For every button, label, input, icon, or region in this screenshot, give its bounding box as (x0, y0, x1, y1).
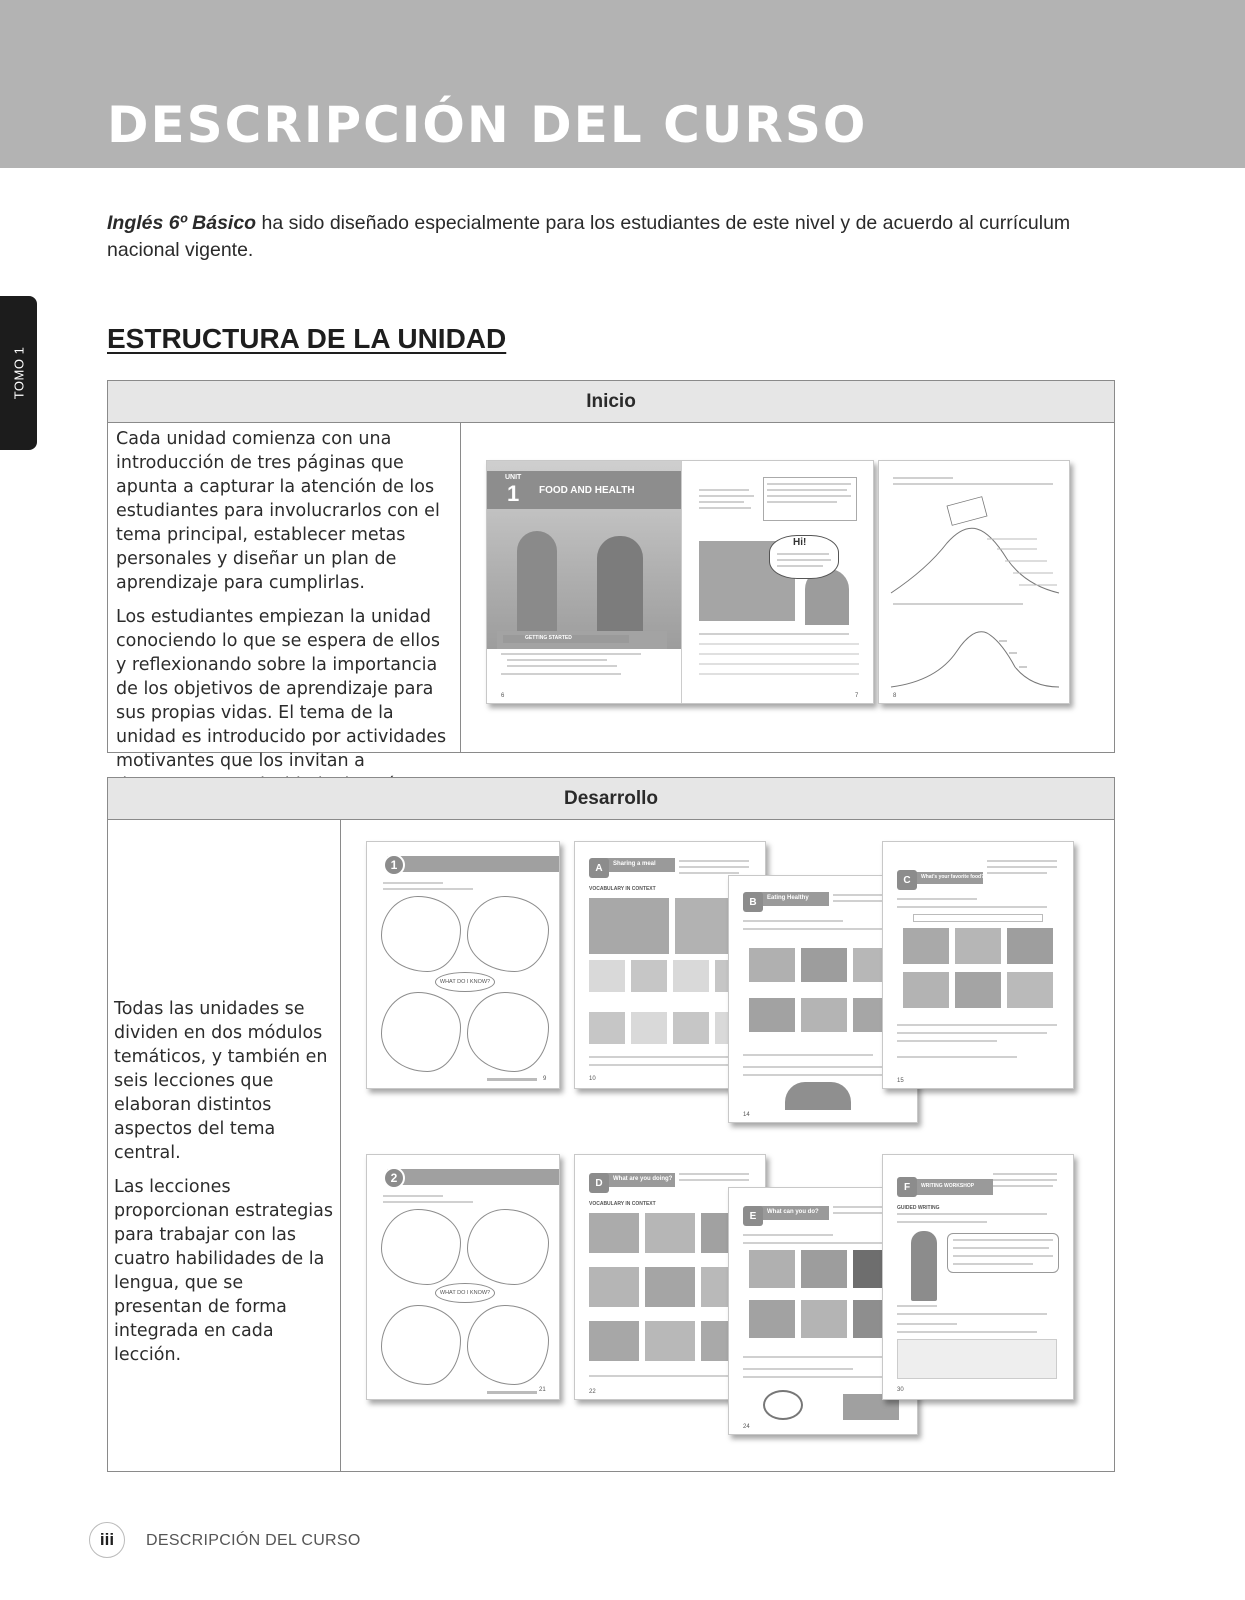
page-number-6: 6 (501, 693, 505, 699)
unit-number: 1 (507, 481, 520, 506)
module-1-badge: 1 (383, 854, 405, 876)
inicio-description (116, 427, 454, 797)
hi-bubble: Hi! (793, 537, 807, 548)
page-number-14: 14 (743, 1112, 750, 1118)
lesson-c-thumbnail (882, 841, 1074, 1089)
section-heading: ESTRUCTURA DE LA UNIDAD (107, 323, 507, 354)
lesson-a-vocab-label: VOCABULARY IN CONTEXT (589, 886, 656, 892)
page-number-10: 10 (589, 1076, 596, 1082)
lesson-f-thumbnail (882, 1154, 1074, 1400)
desarrollo-header: Desarrollo (108, 778, 1114, 820)
getting-started-label: GETTING STARTED (525, 635, 572, 641)
lesson-e-title: What can you do? (767, 1209, 819, 1215)
module-2-question: WHAT DO I KNOW? (435, 1283, 495, 1303)
lesson-b-title: Eating Healthy (767, 895, 809, 901)
mountain-diagram-1 (887, 489, 1063, 599)
page-number-21: 21 (539, 1387, 546, 1393)
unit-opening-spread-thumbnail (486, 460, 874, 704)
volume-tab (0, 296, 37, 450)
page-number-22: 22 (589, 1389, 596, 1395)
module-1-mindmap-thumbnail (366, 841, 560, 1089)
lesson-d-vocab-label: VOCABULARY IN CONTEXT (589, 1201, 656, 1207)
page-number-15: 15 (897, 1078, 904, 1084)
module-2-mindmap-thumbnail (366, 1154, 560, 1400)
lesson-b-badge: B (743, 892, 763, 912)
footer-section-label: DESCRIPCIÓN DEL CURSO (146, 1532, 361, 1549)
page-title: DESCRIPCIÓN DEL CURSO (107, 96, 868, 154)
page-number-7: 7 (855, 693, 859, 699)
mountain-diagram-2 (887, 621, 1063, 691)
learning-plan-thumbnail (878, 460, 1070, 704)
page-number: iii (89, 1522, 125, 1558)
unit-label: UNIT (505, 474, 522, 481)
desarrollo-box (107, 777, 1115, 1472)
inicio-paragraph-1: Cada unidad comienza con una introducción de tres páginas que apunta a capturar la atención de los estudiantes para involucrarlos con el tema principal, establecer metas personales y diseñar un plan de aprendizaje para cumplirlas. (116, 429, 440, 593)
inicio-paragraph-2: Los estudiantes empiezan la unidad conociendo lo que se espera de ellos y reflexionando sobre la importancia de los objetivos de aprendizaje para sus propias vidas. El tema de la unidad es introducido por actividades motivantes que los invitan a (116, 607, 447, 771)
book-title: Inglés 6º Básico (107, 212, 257, 234)
page-number-9: 9 (543, 1076, 547, 1082)
desarrollo-description (114, 997, 336, 1367)
inicio-header: Inicio (108, 381, 1114, 423)
lesson-f-badge: F (897, 1177, 917, 1197)
lesson-c-title: What's your favorite food? (921, 874, 985, 880)
lesson-a-title: Sharing a meal (613, 861, 656, 867)
desarrollo-paragraph-2: Las lecciones proporcionan estrategias para trabajar con las cuatro habilidades de la lengua, que se presentan de forma integrada en cada lección. (114, 1177, 334, 1365)
lesson-f-title: WRITING WORKSHOP (921, 1183, 975, 1189)
lesson-e-badge: E (743, 1206, 763, 1226)
guided-writing-label: GUIDED WRITING (897, 1205, 940, 1211)
volume-tab-label: TOMO 1 (11, 346, 26, 400)
intro-paragraph (107, 210, 1127, 264)
lesson-d-badge: D (589, 1173, 609, 1193)
lesson-a-badge: A (589, 858, 609, 878)
page-number-24: 24 (743, 1424, 750, 1430)
module-2-badge: 2 (383, 1167, 405, 1189)
inicio-box (107, 380, 1115, 771)
desarrollo-paragraph-1: Todas las unidades se dividen en dos módulos temáticos, y también en seis lecciones que elaboran distintos aspectos del tema central. (114, 999, 328, 1163)
lesson-c-badge: C (897, 870, 917, 890)
module-1-question: WHAT DO I KNOW? (435, 972, 495, 992)
page-number-30: 30 (897, 1387, 904, 1393)
unit-title: FOOD AND HEALTH (539, 485, 635, 496)
page-number-8: 8 (893, 693, 897, 699)
intro-text: ha sido diseñado especialmente para los estudiantes de este nivel y de acuerdo al currículum nacional vigente. (107, 212, 1071, 261)
lesson-d-title: What are you doing? (613, 1176, 673, 1182)
